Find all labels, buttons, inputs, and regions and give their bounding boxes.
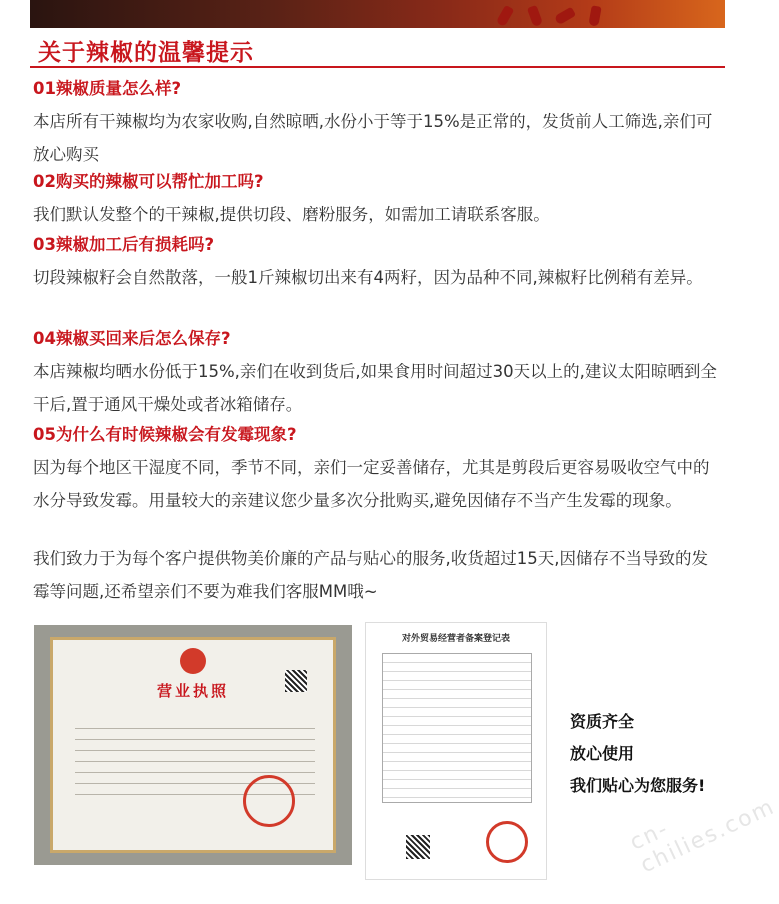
faq-answer: 因为每个地区干湿度不同，季节不同，亲们一定妥善储存，尤其是剪段后更容易吸收空气中的水分导致发霉。用量较大的亲建议您少量多次分批购买,避免因储存不当产生发霉的现象。: [33, 458, 710, 510]
faq-question: 04辣椒买回来后怎么保存?: [33, 329, 231, 348]
chili-decoration: [588, 5, 601, 26]
section-header: [30, 28, 725, 68]
faq-answer: 我们默认发整个的干辣椒,提供切段、磨粉服务，如需加工请联系客服。: [33, 205, 550, 224]
business-license-image: [34, 625, 352, 865]
qr-code-icon: [406, 835, 430, 859]
page-title: 关于辣椒的温馨提示: [38, 40, 254, 66]
trade-record-certificate-image: [365, 622, 547, 880]
faq-item-2: [33, 165, 723, 231]
chili-decoration: [527, 5, 543, 27]
faq-item-1: [33, 72, 723, 171]
faq-question: 03辣椒加工后有损耗吗?: [33, 235, 215, 254]
faq-question: 02购买的辣椒可以帮忙加工吗?: [33, 172, 264, 191]
assurance-block: [570, 706, 705, 802]
faq-item-5: [33, 418, 723, 517]
faq-answer: 本店辣椒均晒水份低于15%,亲们在收到货后,如果食用时间超过30天以上的,建议太阳晾晒到全干后,置于通风干燥处或者冰箱储存。: [33, 362, 717, 414]
chili-decoration: [554, 7, 576, 26]
faq-question: 01辣椒质量怎么样?: [33, 79, 182, 98]
license-title: 营业执照: [156, 682, 229, 700]
top-banner-image: [30, 0, 725, 28]
assurance-line-1: 资质齐全: [570, 712, 635, 731]
chili-decoration: [496, 5, 515, 27]
qr-code-icon: [285, 670, 307, 692]
assurance-line-3: 我们贴心为您服务!: [570, 776, 706, 795]
faq-answer: 本店所有干辣椒均为农家收购,自然晾晒,水份小于等于15%是正常的，发货前人工筛选,亲们可放心购买: [33, 112, 713, 164]
faq-item-4: [33, 322, 723, 421]
trade-record-table: [382, 653, 532, 803]
faq-answer: 切段辣椒籽会自然散落，一般1斤辣椒切出来有4两籽，因为品种不同,辣椒籽比例稍有差异。: [33, 268, 703, 287]
closing-note-text: 我们致力于为每个客户提供物美价廉的产品与贴心的服务,收货超过15天,因储存不当导致的发霉等问题,还希望亲们不要为难我们客服MM哦~: [33, 549, 708, 601]
faq-item-3: [33, 228, 723, 294]
faq-question: 05为什么有时候辣椒会有发霉现象?: [33, 425, 297, 444]
watermark: cn-chilies.com: [626, 794, 779, 879]
national-emblem-icon: [180, 648, 206, 674]
title-underline: [30, 66, 725, 68]
closing-note: [33, 542, 723, 608]
assurance-line-2: 放心使用: [570, 744, 635, 763]
official-seal-icon: [486, 821, 528, 863]
trade-record-title: 对外贸易经营者备案登记表: [401, 634, 510, 644]
official-seal-icon: [243, 775, 295, 827]
